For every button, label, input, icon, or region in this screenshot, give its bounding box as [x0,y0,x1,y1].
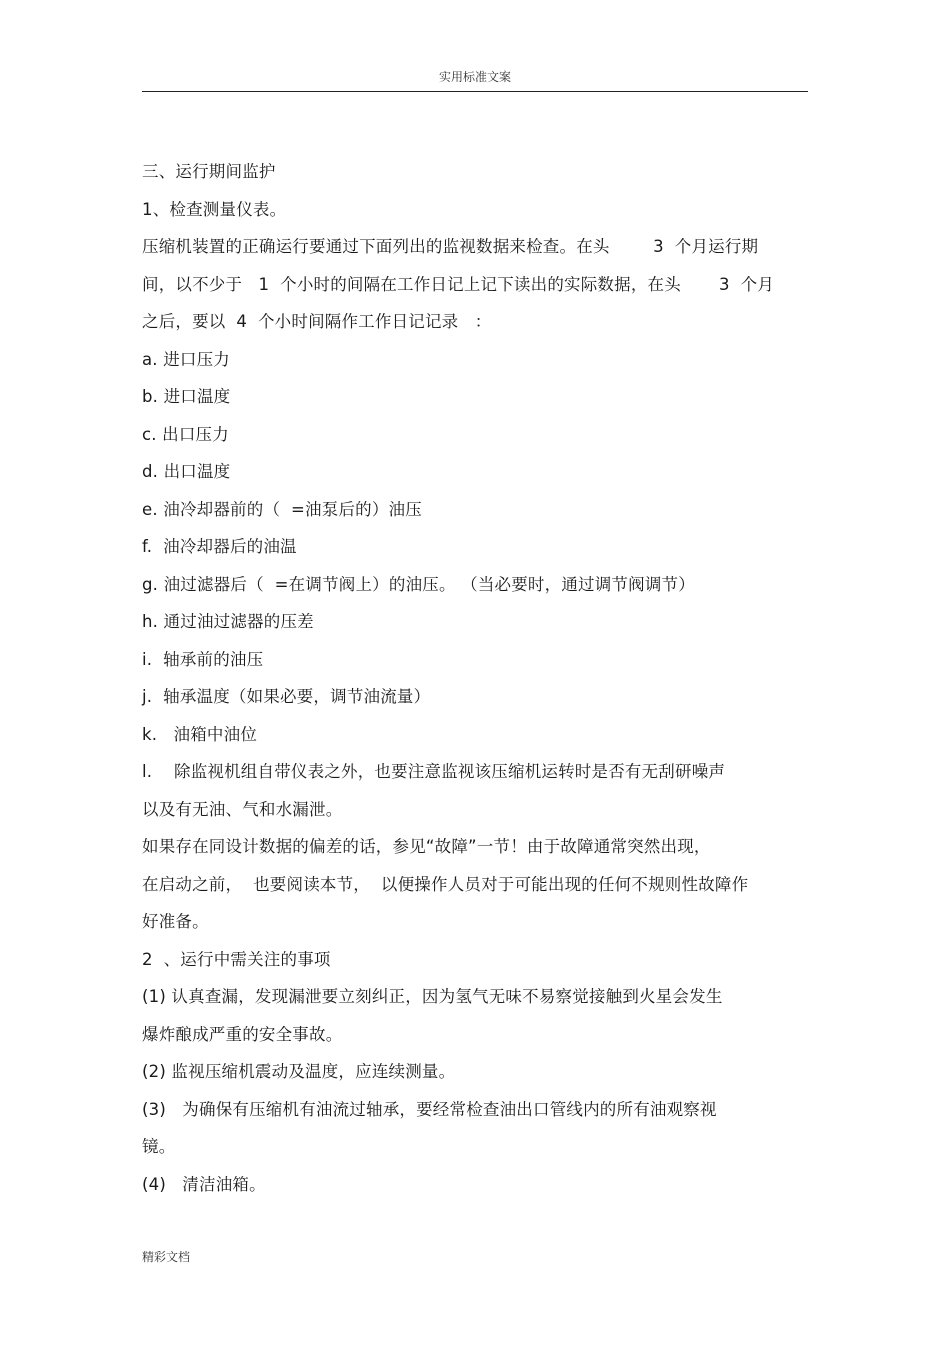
paragraph-line: 压缩机装置的正确运行要通过下面列出的监视数据来检查。在头 3 个月运行期 [142,237,759,256]
list-item: c. 出口压力 [142,424,229,444]
list-item: g. 油过滤器后（ =在调节阀上）的油压。 （当必要时，通过调节阀调节） [142,574,695,594]
list-item: b. 进口温度 [142,387,231,406]
subsection-heading: 2 、运行中需关注的事项 [142,949,331,969]
page-footer: 精彩文档 [142,1250,191,1264]
list-item: (1) 认真查漏，发现漏泄要立刻纠正，因为氢气无味不易察觉接触到火星会发生 [142,987,723,1006]
paragraph-line: 之后，要以 4 个小时间隔作工作日记记录 ： [142,312,492,331]
header-title: 实用标准文案 [438,70,511,84]
list-item: d. 出口温度 [142,462,231,481]
list-item: i. 轴承前的油压 [142,649,264,669]
list-item: f. 油冷却器后的油温 [142,537,297,556]
list-item: (2) 监视压缩机震动及温度，应连续测量。 [142,1062,456,1081]
list-item: e. 油冷却器前的（ =油泵后的）油压 [142,499,422,519]
paragraph-line: 好准备。 [142,912,209,931]
list-item: k. 油箱中油位 [142,724,258,744]
paragraph-line: 间，以不少于 1 个小时的间隔在工作日记上记下读出的实际数据，在头 3 个月 [142,274,775,294]
list-item: j. 轴承温度（如果必要，调节油流量） [142,687,431,706]
paragraph-line: 在启动之前， 也要阅读本节， 以便操作人员对于可能出现的任何不规则性故障作 [142,874,749,894]
paragraph-line: 如果存在同设计数据的偏差的话，参见“故障”一节！由于故障通常突然出现， [142,837,711,856]
list-item-continuation: 爆炸酿成严重的安全事故。 [142,1024,343,1044]
list-item: h. 通过油过滤器的压差 [142,612,314,631]
section-heading: 三、运行期间监护 [142,162,276,181]
subsection-heading: 1、检查测量仪表。 [142,199,287,219]
list-item: a. 进口压力 [142,349,231,369]
list-item: (4) 清洁油箱。 [142,1174,266,1194]
list-item-continuation: 镜。 [142,1137,176,1156]
list-item: l. 除监视机组自带仪表之外，也要注意监视该压缩机运转时是否有无刮研噪声 [142,762,726,781]
page-header [142,64,808,92]
list-item-continuation: 以及有无油、气和水漏泄。 [142,799,343,819]
list-item: (3) 为确保有压缩机有油流过轴承，要经常检查油出口管线内的所有油观察视 [142,1099,717,1119]
header-divider [142,91,808,92]
document-body [142,158,812,1208]
